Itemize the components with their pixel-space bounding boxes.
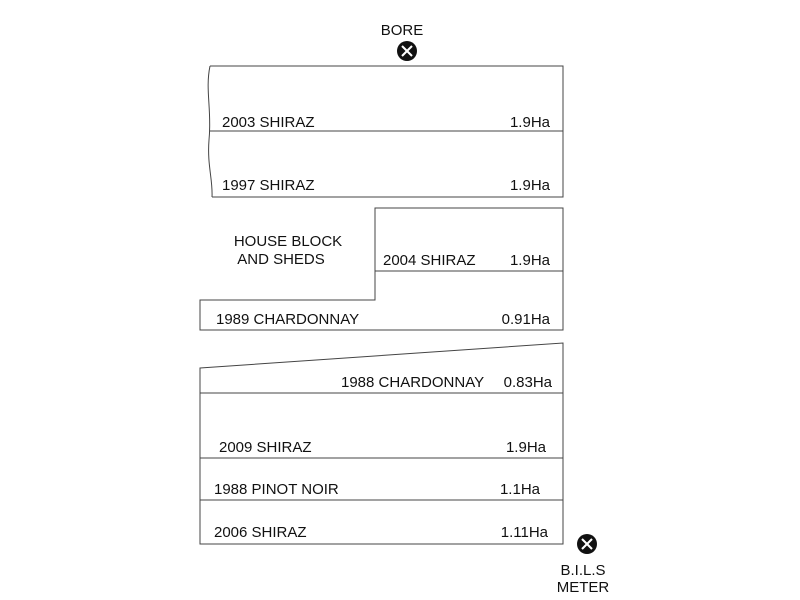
block-2003-shiraz-area: 1.9Ha xyxy=(509,114,550,131)
meter-label-line1: B.I.L.S xyxy=(560,562,606,579)
bore-label: BORE xyxy=(380,22,424,39)
block-1988-chardonnay-area: 0.83Ha xyxy=(503,374,552,391)
block-1997-shiraz-area: 1.9Ha xyxy=(509,177,550,194)
meter-marker-icon xyxy=(577,534,597,554)
bore-marker-icon xyxy=(397,41,417,61)
block-1988-pinot-noir-area: 1.1Ha xyxy=(499,481,540,498)
meter-label-line2: METER xyxy=(556,579,610,596)
house-block-label-line1: HOUSE BLOCK xyxy=(233,233,343,250)
block-2003-shiraz-name: 2003 SHIRAZ xyxy=(222,114,315,131)
block-2004-shiraz-area: 1.9Ha xyxy=(509,252,550,269)
block-1988-pinot-noir-name: 1988 PINOT NOIR xyxy=(214,481,339,498)
block-1988-chardonnay-name: 1988 CHARDONNAY xyxy=(341,374,485,391)
block-2006-shiraz-area: 1.11Ha xyxy=(500,524,548,541)
block-2004-shiraz-name: 2004 SHIRAZ xyxy=(383,252,476,269)
block-1989-chardonnay-name: 1989 CHARDONNAY xyxy=(216,311,360,328)
block-1989-chardonnay-area: 0.91Ha xyxy=(501,311,550,328)
block-2009-shiraz-name: 2009 SHIRAZ xyxy=(219,439,312,456)
block-2009-shiraz-area: 1.9Ha xyxy=(505,439,546,456)
block-1997-shiraz-name: 1997 SHIRAZ xyxy=(222,177,315,194)
block-2006-shiraz-name: 2006 SHIRAZ xyxy=(214,524,307,541)
house-block-label-line2: AND SHEDS xyxy=(237,251,325,268)
